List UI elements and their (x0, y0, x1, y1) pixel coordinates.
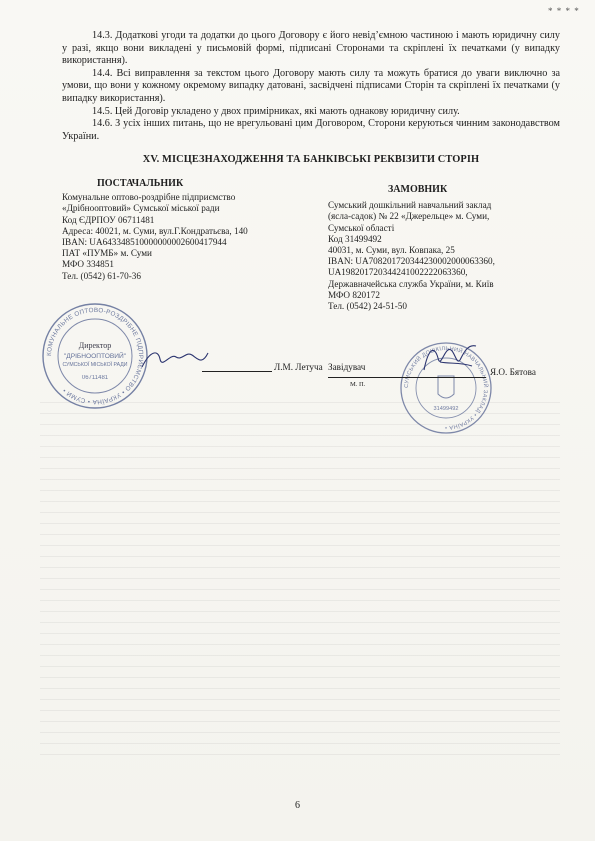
supplier-signatory-role: Директор (78, 341, 112, 350)
page-number: 6 (295, 800, 300, 811)
customer-stamp-place-label: М. П. (350, 381, 366, 388)
supplier-signatory-name: Л.М. Летуча (274, 362, 323, 372)
customer-line: UA198201720344241002222063360, (328, 267, 468, 278)
supplier-line: ПАТ «ПУМБ» м. Суми (62, 248, 152, 259)
supplier-heading: ПОСТАЧАЛЬНИК (97, 178, 184, 189)
supplier-signature-block (62, 360, 323, 380)
supplier-stamp-sub: СУМСЬКОЇ МІСЬКОЇ РАДИ (62, 362, 128, 368)
supplier-stamp (40, 301, 150, 411)
customer-signature-line (328, 377, 486, 378)
customer-line: IBAN: UA708201720344230002000063360, (328, 256, 495, 267)
supplier-stamp-code: 06711481 (81, 375, 109, 381)
supplier-line: МФО 334851 (62, 259, 114, 270)
supplier-line: «Дрібнооптовий» Сумської міської ради (62, 203, 220, 214)
clause-14-3: 14.3. Додаткові угоди та додатки до цього Договору є його невід’ємною частиною і мають юридичну силу у разі, якщо вони викладені у письмовій формі, підписані Сторонами та скріплені їх печатками (у випадку використання). (62, 30, 560, 67)
customer-line: Тел. (0542) 24-51-50 (328, 301, 407, 312)
customer-stamp-ring-text: СУМСЬКИЙ ДОШКІЛЬНИЙ НАВЧАЛЬНИЙ ЗАКЛАД • УКРАЇНА • (403, 345, 489, 431)
clause-14-6: 14.6. З усіх інших питань, що не врегульовані цим Договором, Сторони керуються чинним законодавством України. (62, 118, 560, 142)
supplier-line: IBAN: UA643348510000000002600417944 (62, 237, 227, 248)
corner-mark: * * * * (548, 6, 580, 16)
clause-14-5: 14.5. Цей Договір укладено у двох примірниках, які мають однакову юридичну силу. (92, 105, 460, 117)
customer-stamp-code: 31499492 (433, 406, 459, 412)
customer-signatory-name: Я.О. Бятова (490, 367, 536, 377)
section-title: XV. МІСЦЕЗНАХОДЖЕННЯ ТА БАНКІВСЬКІ РЕКВІЗИТИ СТОРІН (142, 154, 480, 165)
customer-signature-block (328, 362, 568, 392)
customer-line: МФО 820172 (328, 289, 380, 300)
supplier-line: Адреса: 40021, м. Суми, вул.Г.Кондратьєва, 140 (62, 225, 248, 236)
contract-clauses (62, 30, 560, 143)
customer-line: (ясла-садок) № 22 «Джерельце» м. Суми, (328, 211, 490, 222)
customer-line: Сумської області (328, 222, 395, 233)
supplier-stamp-ring-text: КОМУНАЛЬНЕ ОПТОВО-РОЗДРІБНЕ ПІДПРИЄМСТВО • УКРАЇНА • СУМИ • (45, 306, 145, 406)
supplier-line: Комунальне оптово-роздрібне підприємство (62, 192, 236, 203)
customer-signatory-role: Завідувач (328, 362, 366, 372)
supplier-line: Тел. (0542) 61-70-36 (62, 270, 141, 281)
supplier-signature-line (202, 371, 272, 372)
clause-14-4: 14.4. Всі виправлення за текстом цього Договору мають силу та можуть братися до уваги виключно за умови, що вони у кожному окремому випадку датовані, засвідчені підписами Сторін та скріплені їх печатками (у випадку використання). (62, 67, 560, 104)
customer-heading: ЗАМОВНИК (388, 184, 448, 195)
customer-details (328, 184, 568, 312)
supplier-details (62, 178, 322, 282)
customer-line: 40031, м. Суми, вул. Ковпака, 25 (328, 245, 455, 256)
supplier-stamp-name: "ДРІБНООПТОВИЙ" (63, 353, 127, 360)
reverse-side-bleed-through (40, 395, 560, 765)
supplier-line: Код ЄДРПОУ 06711481 (62, 214, 155, 225)
customer-line: Сумський дошкільний навчальний заклад (328, 200, 492, 211)
customer-line: Код 31499492 (328, 233, 382, 244)
customer-line: Державначейська служба України, м. Київ (328, 278, 494, 289)
